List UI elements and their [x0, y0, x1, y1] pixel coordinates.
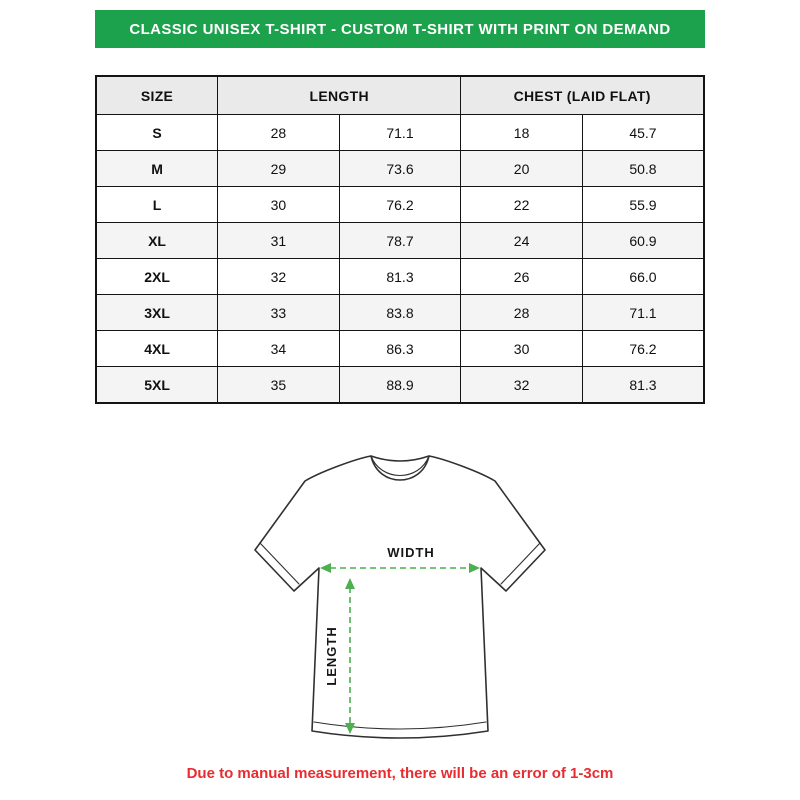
- chest-cm-cell: 66.0: [582, 259, 704, 295]
- chest-cm-cell: 60.9: [582, 223, 704, 259]
- length-label: LENGTH: [324, 626, 339, 686]
- length-in-cell: 31: [218, 223, 340, 259]
- measurement-diagram: [0, 450, 800, 755]
- length-cm-cell: 78.7: [339, 223, 461, 259]
- chest-in-cell: 30: [461, 331, 583, 367]
- table-row: [96, 223, 704, 259]
- table-row: [96, 187, 704, 223]
- size-chart-table: [95, 75, 705, 404]
- measurement-error-note: Due to manual measurement, there will be an error of 1-3cm: [186, 765, 614, 782]
- table-row: [96, 295, 704, 331]
- table-row: [96, 367, 704, 404]
- chest-in-cell: 28: [461, 295, 583, 331]
- length-cm-cell: 83.8: [339, 295, 461, 331]
- chest-cm-cell: 55.9: [582, 187, 704, 223]
- length-cm-cell: 73.6: [339, 151, 461, 187]
- length-in-cell: 32: [218, 259, 340, 295]
- table-row: [96, 151, 704, 187]
- size-cell: M: [96, 151, 218, 187]
- length-cm-cell: 71.1: [339, 115, 461, 151]
- col-header-size: SIZE: [96, 76, 218, 115]
- size-cell: 3XL: [96, 295, 218, 331]
- length-in-cell: 34: [218, 331, 340, 367]
- size-cell: XL: [96, 223, 218, 259]
- table-row: [96, 115, 704, 151]
- tshirt-diagram-graphic: [250, 450, 550, 750]
- chest-in-cell: 32: [461, 367, 583, 404]
- length-cm-cell: 81.3: [339, 259, 461, 295]
- page-title: CLASSIC UNISEX T-SHIRT - CUSTOM T-SHIRT WITH PRINT ON DEMAND: [129, 20, 671, 38]
- size-cell: 5XL: [96, 367, 218, 404]
- chest-in-cell: 24: [461, 223, 583, 259]
- length-in-cell: 29: [218, 151, 340, 187]
- chest-in-cell: 26: [461, 259, 583, 295]
- chest-cm-cell: 45.7: [582, 115, 704, 151]
- length-in-cell: 28: [218, 115, 340, 151]
- size-cell: S: [96, 115, 218, 151]
- length-in-cell: 30: [218, 187, 340, 223]
- chest-in-cell: 18: [461, 115, 583, 151]
- chest-cm-cell: 76.2: [582, 331, 704, 367]
- size-cell: 2XL: [96, 259, 218, 295]
- length-cm-cell: 76.2: [339, 187, 461, 223]
- chest-cm-cell: 81.3: [582, 367, 704, 404]
- table-row: [96, 331, 704, 367]
- col-header-chest: CHEST (LAID FLAT): [461, 76, 704, 115]
- length-cm-cell: 86.3: [339, 331, 461, 367]
- length-in-cell: 33: [218, 295, 340, 331]
- chest-in-cell: 20: [461, 151, 583, 187]
- col-header-length: LENGTH: [218, 76, 461, 115]
- length-cm-cell: 88.9: [339, 367, 461, 404]
- size-cell: 4XL: [96, 331, 218, 367]
- table-row: [96, 259, 704, 295]
- table-header-row: [96, 76, 704, 115]
- chest-cm-cell: 71.1: [582, 295, 704, 331]
- chest-in-cell: 22: [461, 187, 583, 223]
- chest-cm-cell: 50.8: [582, 151, 704, 187]
- size-cell: L: [96, 187, 218, 223]
- length-in-cell: 35: [218, 367, 340, 404]
- width-label: WIDTH: [387, 545, 435, 560]
- title-banner: [95, 10, 705, 48]
- tshirt-outline: [255, 456, 545, 738]
